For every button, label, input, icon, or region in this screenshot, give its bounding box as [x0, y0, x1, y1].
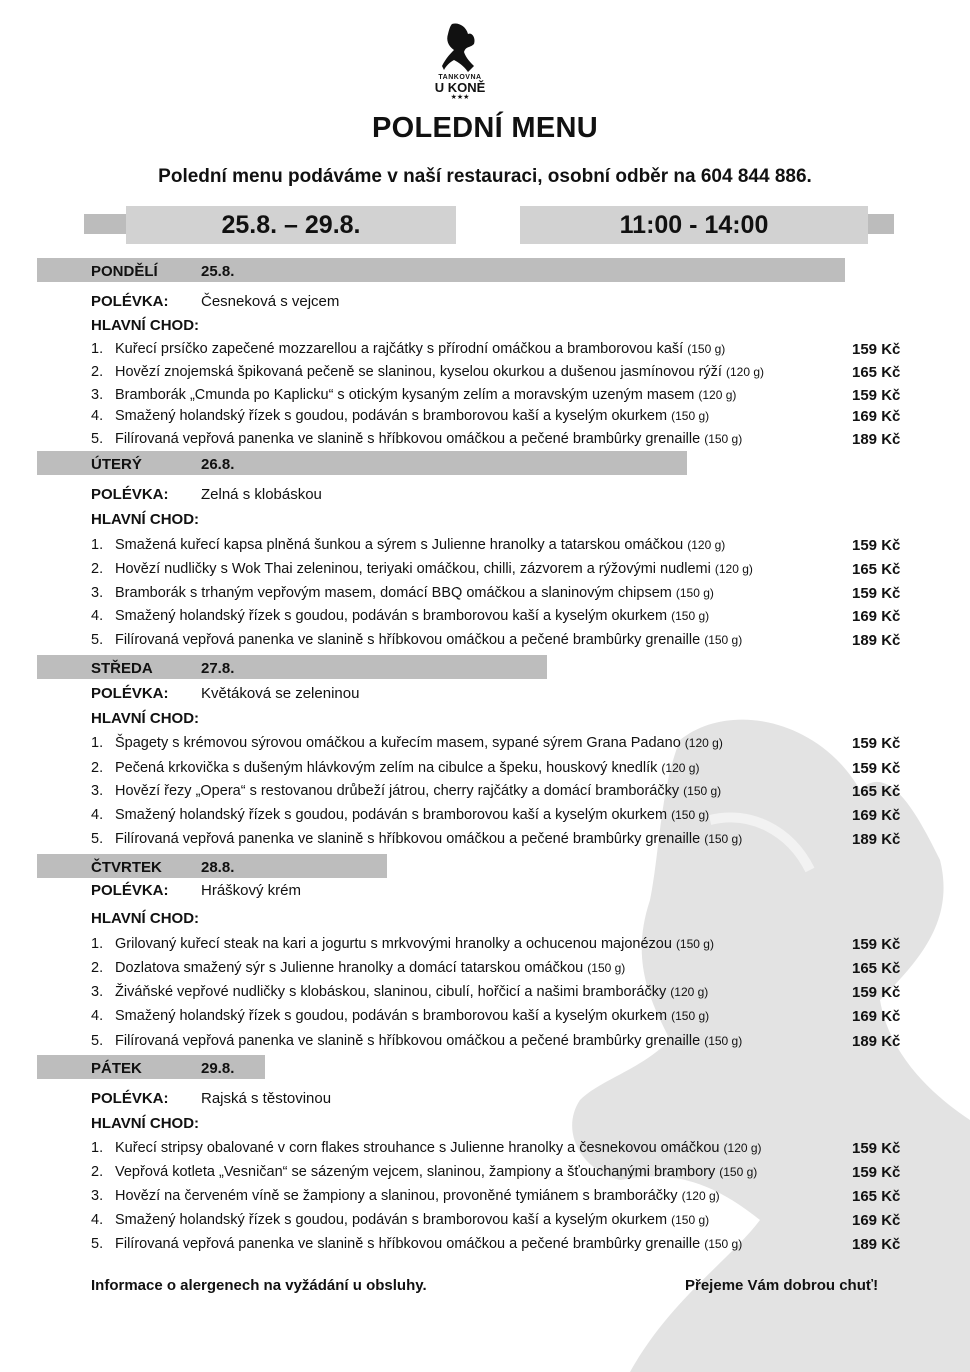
menu-item [91, 1008, 709, 1024]
soup-label: POLÉVKA: [91, 1090, 169, 1107]
item-description: Filírovaná vepřová panenka ve slanině s hříbkovou omáčkou a pečené brambûrky grenaille [115, 831, 701, 847]
item-price: 159 Kč [852, 585, 901, 602]
menu-item [91, 364, 764, 380]
item-price: 189 Kč [852, 831, 901, 848]
item-number: 2. [91, 1164, 104, 1180]
menu-item [91, 1033, 742, 1049]
menu-item [91, 936, 714, 952]
item-description: Smažený holandský řízek s goudou, podáván s bramborovou kaší a kyselým okurkem [115, 807, 668, 823]
item-price: 165 Kč [852, 783, 901, 800]
item-weight: (150 g) [683, 784, 722, 798]
item-description: Smažený holandský řízek s goudou, podáván s bramborovou kaší a kyselým okurkem [115, 1212, 668, 1228]
allergen-info: Informace o alergenech na vyžádání u obsluhy. [91, 1277, 427, 1294]
day-header-bar [37, 258, 845, 282]
menu-item [91, 1140, 762, 1156]
item-weight: (150 g) [671, 1009, 710, 1023]
main-course-label: HLAVNÍ CHOD: [91, 317, 200, 334]
menu-item [91, 1188, 720, 1204]
item-weight: (120 g) [723, 1141, 762, 1155]
item-price: 159 Kč [852, 735, 901, 752]
menu-item [91, 1236, 742, 1252]
item-price: 165 Kč [852, 561, 901, 578]
main-course-label: HLAVNÍ CHOD: [91, 1115, 200, 1132]
soup-label: POLÉVKA: [91, 293, 169, 310]
soup-label: POLÉVKA: [91, 685, 169, 702]
main-course-label: HLAVNÍ CHOD: [91, 910, 200, 927]
item-description: Pečená krkovička s dušeným hlávkovým zelím na cibulce a špeku, houskový knedlík [115, 760, 658, 776]
item-price: 159 Kč [852, 1164, 901, 1181]
main-course-label: HLAVNÍ CHOD: [91, 511, 200, 528]
item-price: 169 Kč [852, 1212, 901, 1229]
item-number: 4. [91, 807, 104, 823]
item-number: 3. [91, 387, 104, 403]
day-name: PONDĚLÍ [91, 263, 158, 280]
item-description: Kuřecí prsíčko zapečené mozzarellou a rajčátky s přírodní omáčkou a bramborovou kaší [115, 341, 684, 357]
item-description: Smažený holandský řízek s goudou, podáván s bramborovou kaší a kyselým okurkem [115, 1008, 668, 1024]
item-number: 5. [91, 632, 104, 648]
horse-logo-icon [440, 22, 480, 74]
item-description: Hovězí řezy „Opera“ s restovanou drůbeží játrou, cherry rajčátky a domácí bramboráčky [115, 783, 680, 799]
item-price: 189 Kč [852, 431, 901, 448]
item-price: 189 Kč [852, 632, 901, 649]
item-price: 169 Kč [852, 1008, 901, 1025]
item-description: Filírovaná vepřová panenka ve slanině s hříbkovou omáčkou a pečené brambûrky grenaille [115, 431, 701, 447]
item-number: 2. [91, 960, 104, 976]
day-name: STŘEDA [91, 660, 153, 677]
item-description: Smažený holandský řízek s goudou, podáván s bramborovou kaší a kyselým okurkem [115, 408, 668, 424]
opening-hours: 11:00 - 14:00 [520, 206, 868, 244]
item-weight: (120 g) [714, 562, 753, 576]
item-description: Hovězí na červeném víně se žampiony a slaninou, provoněné tymiánem s bramboráčky [115, 1188, 678, 1204]
soup-name: Květáková se zeleninou [201, 685, 360, 702]
item-price: 169 Kč [852, 608, 901, 625]
menu-item [91, 387, 736, 403]
menu-item [91, 984, 708, 1000]
menu-item [91, 807, 709, 823]
item-price: 165 Kč [852, 960, 901, 977]
item-price: 169 Kč [852, 408, 901, 425]
menu-item [91, 632, 742, 648]
day-date: 28.8. [201, 859, 235, 876]
item-weight: (150 g) [704, 633, 743, 647]
menu-item [91, 735, 723, 751]
day-date: 25.8. [201, 263, 235, 280]
item-description: Bramborák s trhaným vepřovým masem, domácí BBQ omáčkou a slaninovým chipsem [115, 585, 672, 601]
item-number: 3. [91, 984, 104, 1000]
soup-name: Česneková s vejcem [201, 293, 340, 310]
menu-item [91, 1212, 709, 1228]
item-weight: (120 g) [670, 985, 709, 999]
item-weight: (150 g) [675, 937, 714, 951]
item-weight: (120 g) [725, 365, 764, 379]
item-description: Kuřecí stripsy obalované v corn flakes strouhance s Julienne hranolky a česnekovou omáčkou [115, 1140, 720, 1156]
menu-item [91, 608, 709, 624]
item-weight: (150 g) [704, 832, 743, 846]
item-description: Filírovaná vepřová panenka ve slanině s hříbkovou omáčkou a pečené brambûrky grenaille [115, 1033, 701, 1049]
item-number: 3. [91, 783, 104, 799]
item-weight: (120 g) [661, 761, 700, 775]
item-number: 2. [91, 364, 104, 380]
item-weight: (150 g) [587, 961, 626, 975]
item-number: 2. [91, 561, 104, 577]
item-number: 4. [91, 608, 104, 624]
menu-item [91, 537, 725, 553]
item-price: 159 Kč [852, 387, 901, 404]
item-price: 159 Kč [852, 341, 901, 358]
item-description: Filírovaná vepřová panenka ve slanině s hříbkovou omáčkou a pečené brambûrky grenaille [115, 632, 701, 648]
menu-item [91, 960, 625, 976]
item-weight: (150 g) [671, 1213, 710, 1227]
item-price: 159 Kč [852, 760, 901, 777]
item-description: Smažená kuřecí kapsa plněná šunkou a sýrem s Julienne hranolky a tatarskou omáčkou [115, 537, 684, 553]
item-weight: (120 g) [698, 388, 737, 402]
menu-item [91, 1164, 757, 1180]
item-weight: (150 g) [704, 1034, 743, 1048]
date-range: 25.8. – 29.8. [126, 206, 456, 244]
item-price: 189 Kč [852, 1236, 901, 1253]
item-number: 4. [91, 408, 104, 424]
item-number: 5. [91, 1033, 104, 1049]
item-description: Bramborák „Cmunda po Kaplicku“ s otickým kysaným zelím a moravským uzeným masem [115, 387, 695, 403]
closing-wish: Přejeme Vám dobrou chuť! [685, 1277, 879, 1294]
menu-item [91, 431, 742, 447]
item-number: 1. [91, 936, 104, 952]
logo-line1: TANKOVNA [438, 74, 482, 81]
day-date: 29.8. [201, 1060, 235, 1077]
menu-item [91, 760, 699, 776]
menu-item [91, 341, 725, 357]
main-course-label: HLAVNÍ CHOD: [91, 710, 200, 727]
item-weight: (150 g) [675, 586, 714, 600]
menu-item [91, 831, 742, 847]
day-name: ÚTERÝ [91, 456, 142, 473]
item-price: 159 Kč [852, 936, 901, 953]
item-description: Hovězí nudličky s Wok Thai zeleninou, teriyaki omáčkou, chilli, zázvorem a rýžovými nudlemi [115, 561, 711, 577]
item-number: 1. [91, 1140, 104, 1156]
item-description: Vepřová kotleta „Vesničan“ se sázeným vejcem, slaninou, žampiony a šťouchanými brambory [115, 1164, 716, 1180]
item-number: 1. [91, 537, 104, 553]
item-weight: (150 g) [687, 342, 726, 356]
soup-name: Rajská s těstovinou [201, 1090, 332, 1107]
menu-item [91, 561, 753, 577]
item-description: Grilovaný kuřecí steak na kari a jogurtu s mrkvovými hranolky a ochucenou majonézou [115, 936, 672, 952]
item-weight: (120 g) [681, 1189, 720, 1203]
item-number: 5. [91, 831, 104, 847]
item-description: Filírovaná vepřová panenka ve slanině s hříbkovou omáčkou a pečené brambûrky grenaille [115, 1236, 701, 1252]
item-number: 2. [91, 760, 104, 776]
item-price: 165 Kč [852, 364, 901, 381]
day-date: 26.8. [201, 456, 235, 473]
item-weight: (120 g) [684, 736, 723, 750]
item-price: 159 Kč [852, 1140, 901, 1157]
menu-item [91, 408, 709, 424]
restaurant-logo [425, 22, 495, 102]
item-description: Špagety s krémovou sýrovou omáčkou a kuřecím masem, sypané sýrem Grana Padano [115, 735, 681, 751]
soup-label: POLÉVKA: [91, 486, 169, 503]
item-number: 1. [91, 735, 104, 751]
item-weight: (120 g) [687, 538, 726, 552]
item-number: 4. [91, 1008, 104, 1024]
item-weight: (150 g) [719, 1165, 758, 1179]
item-number: 4. [91, 1212, 104, 1228]
page-subtitle: Polední menu podáváme v naší restauraci, osobní odběr na 604 844 886. [158, 166, 812, 187]
menu-item [91, 783, 721, 799]
item-weight: (150 g) [671, 409, 710, 423]
menu-item [91, 585, 714, 601]
soup-name: Hráškový krém [201, 882, 302, 899]
page-title: POLEDNÍ MENU [372, 112, 598, 144]
item-number: 3. [91, 1188, 104, 1204]
item-number: 1. [91, 341, 104, 357]
day-date: 27.8. [201, 660, 235, 677]
item-weight: (150 g) [704, 1237, 743, 1251]
item-number: 5. [91, 1236, 104, 1252]
item-price: 165 Kč [852, 1188, 901, 1205]
day-name: PÁTEK [91, 1060, 142, 1077]
item-description: Dozlatova smažený sýr s Julienne hranolky a domácí tatarskou omáčkou [115, 960, 584, 976]
item-description: Smažený holandský řízek s goudou, podáván s bramborovou kaší a kyselým okurkem [115, 608, 668, 624]
item-number: 5. [91, 431, 104, 447]
soup-label: POLÉVKA: [91, 882, 169, 899]
item-price: 159 Kč [852, 537, 901, 554]
item-price: 159 Kč [852, 984, 901, 1001]
soup-name: Zelná s klobáskou [201, 486, 322, 503]
item-number: 3. [91, 585, 104, 601]
item-description: Hovězí znojemská špikovaná pečeně se slaninou, kyselou okurkou a dušenou jasmínovou rýží [115, 364, 722, 380]
logo-line2: U KONĚ [434, 80, 486, 95]
item-price: 189 Kč [852, 1033, 901, 1050]
day-name: ČTVRTEK [91, 859, 162, 876]
item-price: 169 Kč [852, 807, 901, 824]
item-weight: (150 g) [704, 432, 743, 446]
item-description: Živáňské vepřové nudličky s klobáskou, slaninou, cibulí, hořčicí a našimi bramboráčky [115, 984, 667, 1000]
logo-stars: ★★★ [450, 94, 470, 101]
item-weight: (150 g) [671, 609, 710, 623]
item-weight: (150 g) [671, 808, 710, 822]
